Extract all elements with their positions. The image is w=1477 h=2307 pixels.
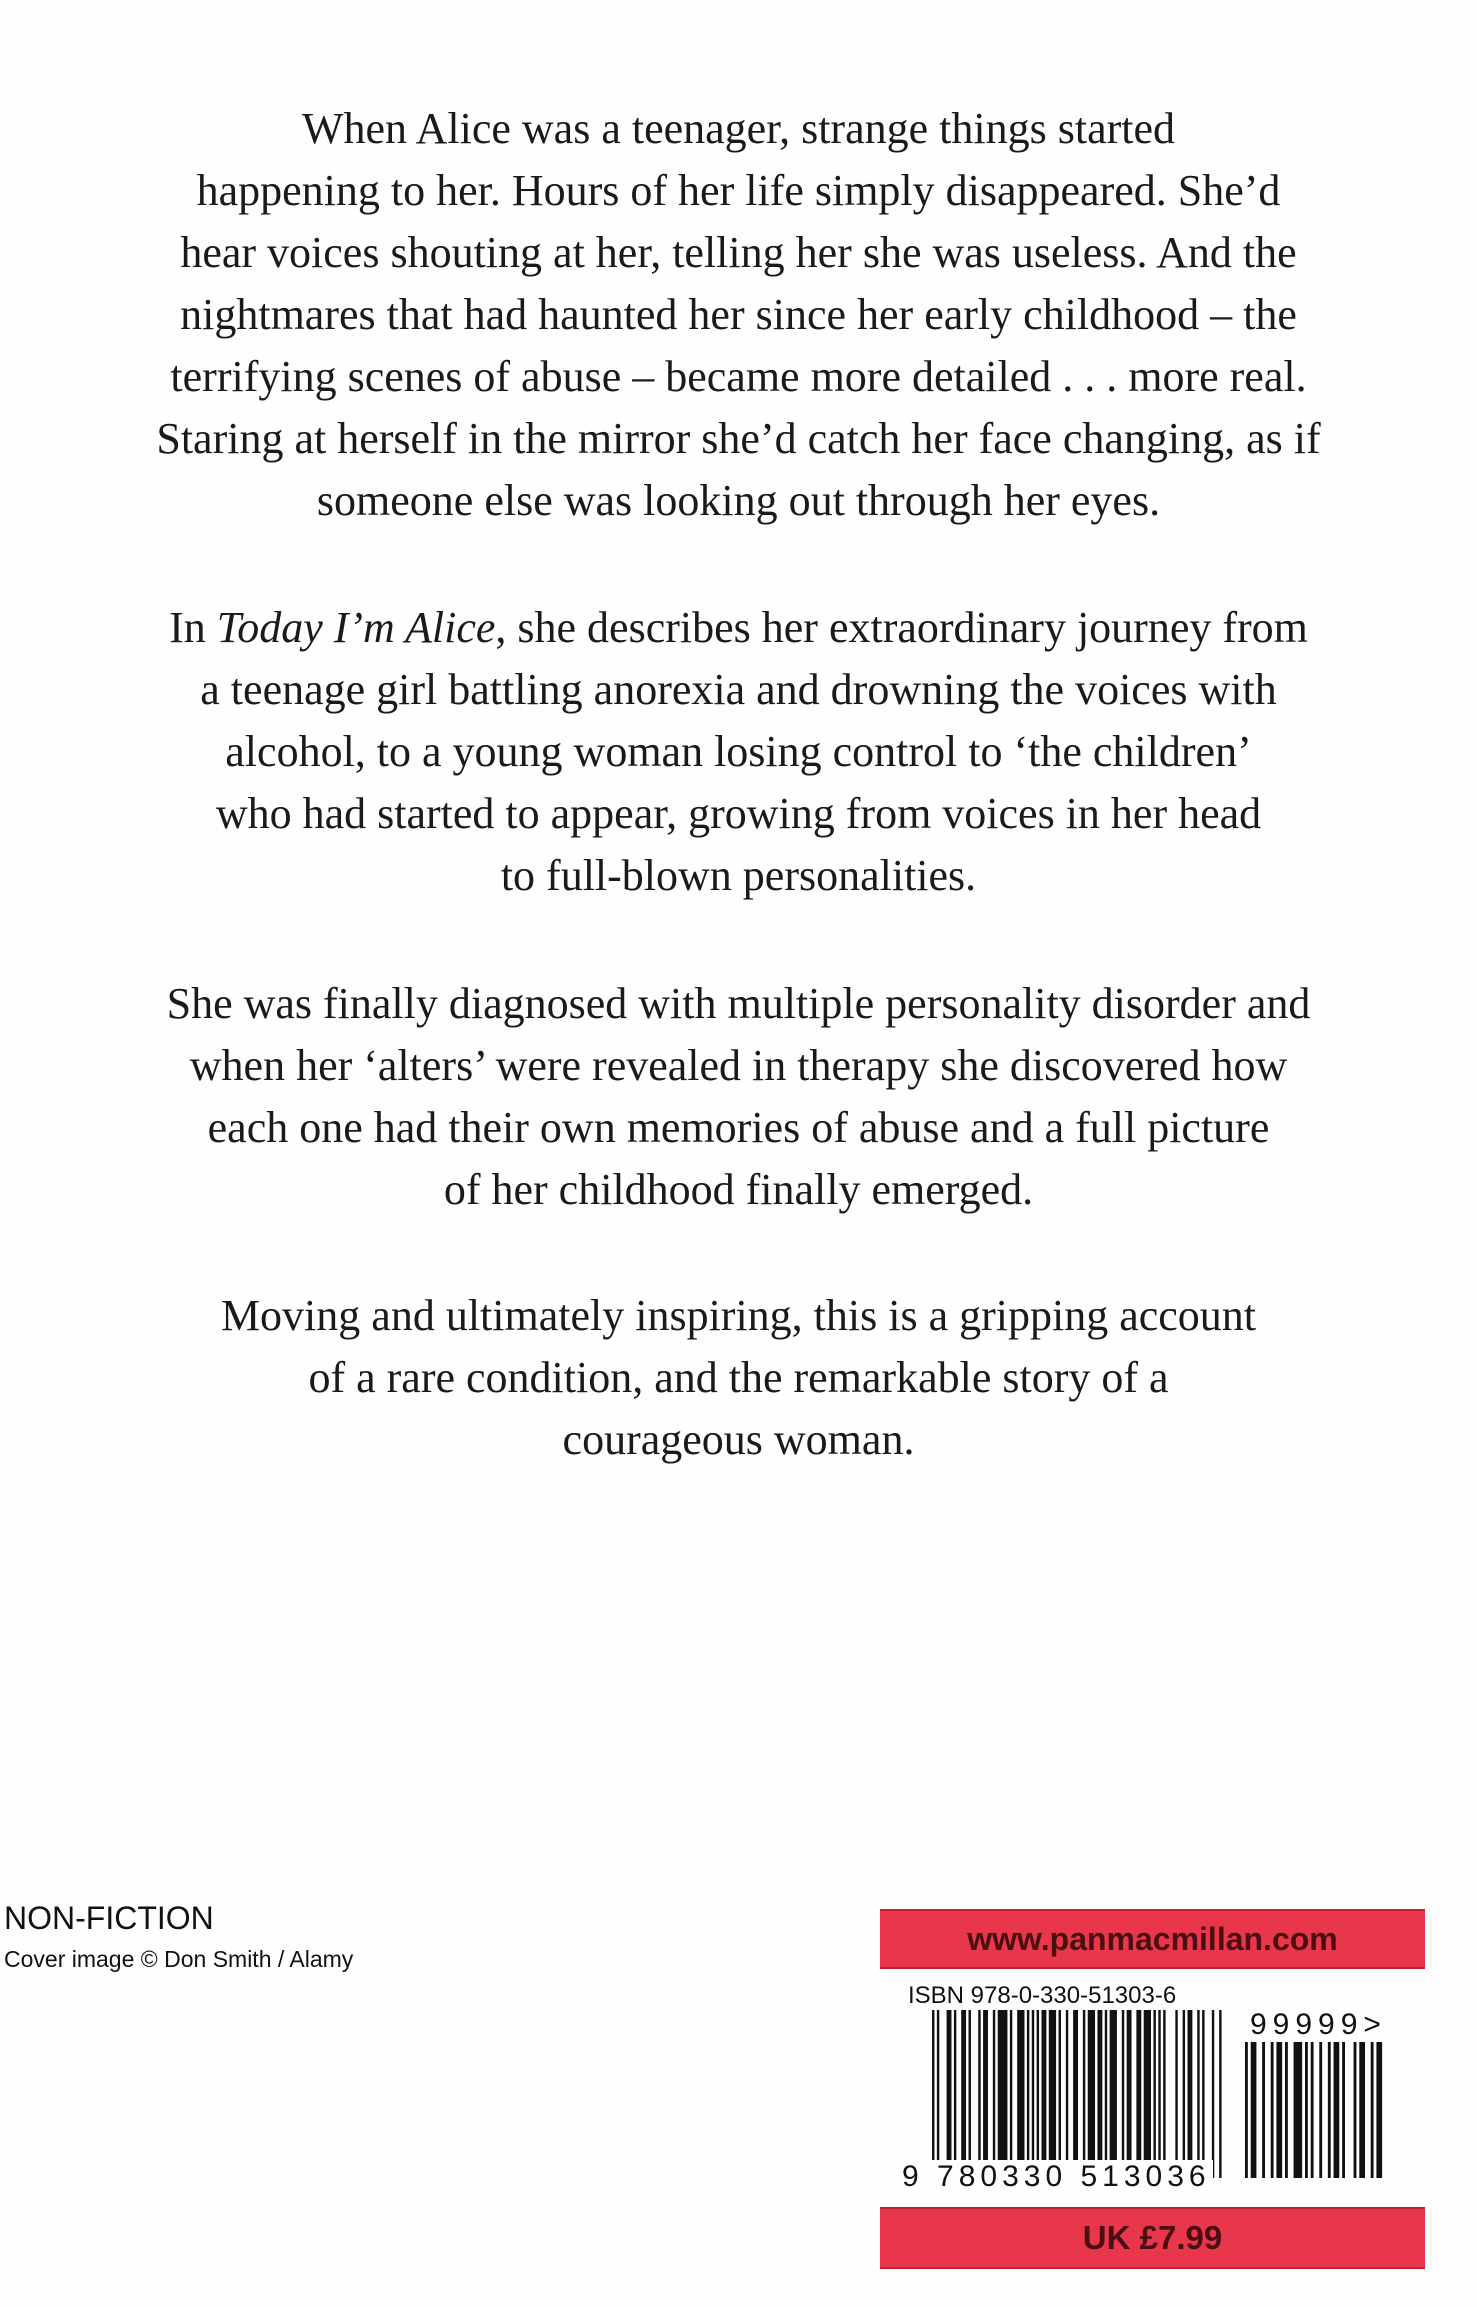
barcode-bar	[1017, 2010, 1024, 2178]
barcode-bar	[1032, 2010, 1034, 2178]
blurb-line: who had started to appear, growing from voices in her head	[215, 789, 1262, 838]
barcode-bar	[1212, 2010, 1214, 2178]
barcode-bar	[1376, 2042, 1382, 2178]
barcode-bar	[1153, 2010, 1155, 2178]
blurb-line: when her ‘alters’ were revealed in therapy she discovered how	[189, 1041, 1288, 1090]
blurb-line: courageous woman.	[562, 1415, 915, 1464]
ean-digits: 9 780330 513036	[902, 2160, 1211, 2193]
ean-barcode	[932, 2010, 1224, 2178]
blurb-line: to full-blown personalities.	[500, 851, 977, 900]
blurb-line: happening to her. Hours of her life simply disappeared. She’d	[196, 166, 1281, 215]
blurb-line: Moving and ultimately inspiring, this is a gripping account	[220, 1291, 1257, 1340]
barcode-bar	[1110, 2010, 1117, 2178]
barcode-bar	[1105, 2010, 1107, 2178]
barcode-bar	[1294, 2042, 1303, 2178]
blurb-line: a teenage girl battling anorexia and drowning the voices with	[200, 665, 1277, 714]
barcode-bar	[1037, 2010, 1039, 2178]
barcode-bar	[1342, 2042, 1345, 2178]
barcode-bar	[1066, 2010, 1068, 2178]
blurb-paragraph-1	[60, 98, 1417, 532]
blurb-paragraph-2	[60, 597, 1417, 907]
blurb-line: When Alice was a teenager, strange things started	[301, 104, 1176, 153]
book-title: Today I’m Alice	[216, 603, 496, 652]
barcode-bar	[1010, 2010, 1012, 2178]
barcode-bar	[961, 2010, 966, 2178]
blurb-text: In	[169, 603, 217, 652]
barcode-bar	[1219, 2010, 1221, 2178]
barcode-bar	[1027, 2010, 1029, 2178]
blurb-line: hear voices shouting at her, telling her she was useless. And the	[180, 228, 1297, 277]
barcode-bar	[1334, 2042, 1340, 2178]
addon-digits: 99999>	[1250, 2008, 1387, 2041]
blurb-text: , she describes her extraordinary journey from	[495, 603, 1308, 652]
barcode-bar	[1073, 2010, 1078, 2178]
blurb-line: She was finally diagnosed with multiple personality disorder and	[166, 979, 1311, 1028]
barcode-bar	[1144, 2010, 1151, 2178]
barcode-bar	[1183, 2010, 1185, 2178]
blurb-paragraph-4	[60, 1285, 1417, 1471]
barcode-bar	[1328, 2042, 1331, 2178]
barcode-bar	[1359, 2042, 1365, 2178]
barcode-bar	[1305, 2042, 1308, 2178]
barcode-bar	[1163, 2010, 1165, 2178]
barcode-bar	[1319, 2042, 1322, 2178]
barcode-bar	[1122, 2010, 1124, 2178]
barcode-bar	[1175, 2010, 1177, 2178]
barcode-bar	[998, 2010, 1008, 2178]
barcode-bar	[1059, 2010, 1061, 2178]
price-band: UK £7.99	[880, 2207, 1425, 2269]
barcode-bar	[1271, 2042, 1274, 2178]
barcode-bar	[1251, 2042, 1257, 2178]
barcode-bar	[1276, 2042, 1282, 2178]
blurb-line: of her childhood finally emerged.	[443, 1165, 1034, 1214]
barcode-bar	[1188, 2010, 1193, 2178]
blurb-line: of a rare condition, and the remarkable story of a	[308, 1353, 1169, 1402]
barcode-bar	[1311, 2042, 1314, 2178]
blurb-line: each one had their own memories of abuse and a full picture	[207, 1103, 1270, 1152]
barcode-bar	[1049, 2010, 1056, 2178]
barcode-bar	[1202, 2010, 1204, 2178]
barcode-bar	[954, 2010, 956, 2178]
barcode-bar	[1088, 2010, 1095, 2178]
barcode-bar	[1097, 2010, 1102, 2178]
barcode-bar	[932, 2010, 934, 2178]
publisher-url-band: www.panmacmillan.com	[880, 1909, 1425, 1969]
barcode-bar	[1245, 2042, 1248, 2178]
blurb-line: someone else was looking out through her eyes.	[316, 476, 1161, 525]
barcode-bar	[1354, 2042, 1357, 2178]
blurb-paragraph-3	[60, 973, 1417, 1221]
cover-credit: Cover image © Don Smith / Alamy	[4, 1946, 354, 1972]
barcode-bar	[1158, 2010, 1160, 2178]
barcode-bar	[969, 2010, 971, 2178]
barcode-bar	[1197, 2010, 1199, 2178]
barcode-bar	[1042, 2010, 1047, 2178]
barcode-bar	[1127, 2010, 1132, 2178]
barcode-bar	[978, 2010, 980, 2178]
addon-barcode	[1245, 2042, 1385, 2178]
barcode-bar	[1285, 2042, 1288, 2178]
barcode-bar	[947, 2010, 952, 2178]
blurb-line: Staring at herself in the mirror she’d catch her face changing, as if	[156, 414, 1321, 463]
genre-label: NON-FICTION	[4, 1900, 214, 1936]
blurb-line: nightmares that had haunted her since her early childhood – the	[180, 290, 1297, 339]
blurb-line: terrifying scenes of abuse – became more detailed . . . more real.	[170, 352, 1307, 401]
blurb-line	[60, 597, 1417, 659]
isbn-label: ISBN 978-0-330-51303-6	[908, 1982, 1177, 2009]
barcode-bar	[1371, 2042, 1374, 2178]
barcode-bar	[983, 2010, 988, 2178]
barcode-bar	[937, 2010, 939, 2178]
barcode-bar	[1262, 2042, 1265, 2178]
barcode-bar	[1136, 2010, 1141, 2178]
blurb-line: alcohol, to a young woman losing control to ‘the children’	[225, 727, 1252, 776]
barcode-bar	[1083, 2010, 1085, 2178]
barcode-bar	[993, 2010, 995, 2178]
